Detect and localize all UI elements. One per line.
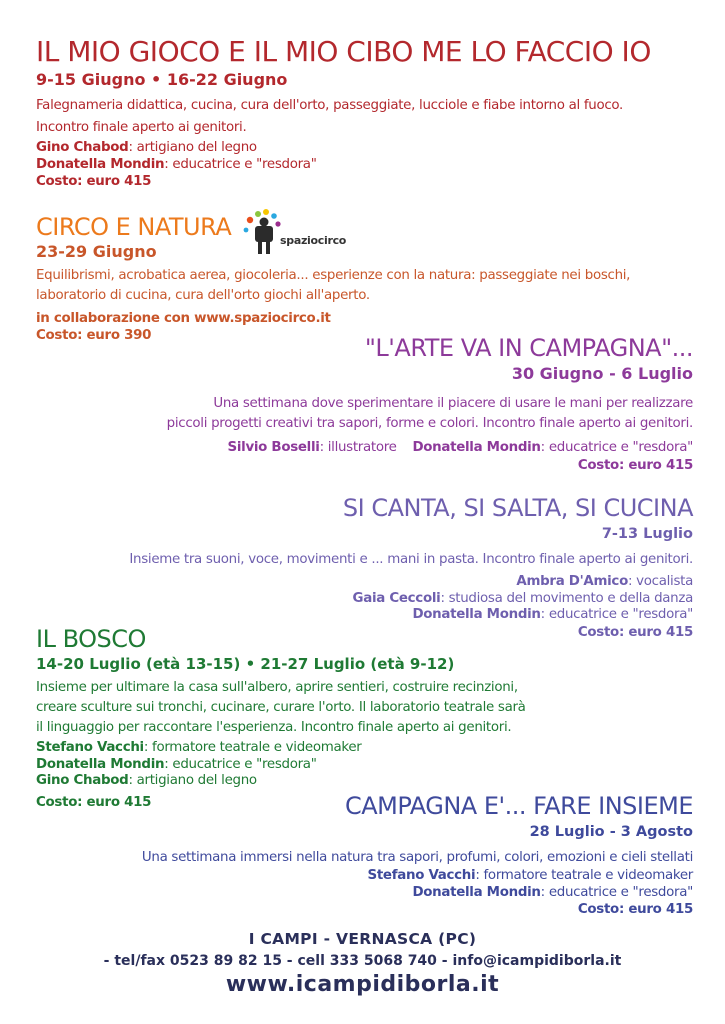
staff-name: Donatella Mondin	[36, 756, 165, 772]
section-description-line: Una settimana dove sperimentare il piacere di usare le mani per realizzare	[213, 396, 693, 411]
section-description-line: piccoli progetti creativi tra sapori, forme e colori. Incontro finale aperto ai genitori.	[166, 416, 693, 431]
section-title: IL MIO GIOCO E IL MIO CIBO ME LO FACCIO IO	[36, 35, 651, 68]
staff-role: : studiosa del movimento e della danza	[440, 590, 693, 606]
staff-role: : formatore teatrale e videomaker	[475, 868, 693, 883]
section-circo-natura	[36, 212, 630, 344]
staff-role: : illustratore	[319, 440, 397, 455]
staff-line	[129, 607, 693, 624]
staff-line	[167, 440, 693, 457]
staff-name: Gino Chabod	[36, 773, 129, 788]
logo-text: spaziocirco	[280, 234, 347, 247]
section-dates: 9-15 Giugno • 16-22 Giugno	[36, 70, 288, 89]
staff-name: Silvio Boselli	[227, 440, 320, 455]
section-description-line: il linguaggio per raccontare l'esperienza. Incontro finale aperto ai genitori.	[36, 720, 512, 735]
section-title: "L'ARTE VA IN CAMPAGNA"...	[364, 334, 693, 362]
staff-line	[36, 757, 526, 774]
staff-role: : formatore teatrale e videomaker	[143, 740, 362, 755]
staff-name: Stefano Vacchi	[367, 868, 476, 883]
section-description-line: laboratorio di cucina, cura dell'orto giochi all'aperto.	[36, 288, 370, 303]
spaziocirco-logo	[236, 208, 347, 258]
section-cost: Costo: euro 415	[577, 902, 693, 917]
staff-line	[36, 157, 651, 174]
section-cost: Costo: euro 415	[577, 624, 693, 640]
section-collaboration: in collaborazione con www.spaziocirco.it	[36, 311, 331, 326]
section-description-line: Una settimana immersi nella natura tra sapori, profumi, colori, emozioni e cieli stellati	[141, 850, 693, 865]
footer	[0, 928, 725, 998]
section-mio-gioco	[36, 34, 651, 190]
staff-name: Donatella Mondin	[412, 884, 541, 900]
section-dates: 23-29 Giugno	[36, 242, 157, 261]
staff-line	[142, 885, 693, 902]
section-campagna-insieme	[142, 790, 693, 918]
section-si-canta	[129, 492, 693, 641]
section-description-line: Equilibrismi, acrobatica aerea, giocoleria... esperienze con la natura: passeggiate nei boschi,	[36, 268, 631, 283]
section-description-line: Insieme per ultimare la casa sull'albero, aprire sentieri, costruire recinzioni,	[36, 680, 518, 695]
staff-name: Gaia Ceccoli	[352, 590, 441, 606]
section-dates: 14-20 Luglio (età 13-15) • 21-27 Luglio (età 9-12)	[36, 655, 455, 673]
section-title: CIRCO E NATURA	[36, 213, 232, 241]
section-description-line: Insieme tra suoni, voce, movimenti e ... mani in pasta. Incontro finale aperto ai genitori.	[129, 552, 693, 567]
juggler-icon	[236, 208, 332, 258]
staff-line	[129, 574, 693, 591]
section-cost: Costo: euro 415	[36, 794, 152, 810]
staff-name: Donatella Mondin	[412, 440, 541, 455]
section-title: SI CANTA, SI SALTA, SI CUCINA	[342, 494, 693, 522]
staff-name: Donatella Mondin	[412, 607, 541, 622]
staff-role: : educatrice e "resdora"	[540, 607, 693, 622]
staff-line	[36, 140, 651, 157]
section-description-line: Incontro finale aperto ai genitori.	[36, 120, 247, 135]
staff-role: : educatrice e "resdora"	[164, 756, 317, 772]
staff-role: : artigiano del legno	[128, 773, 257, 788]
staff-line	[129, 591, 693, 608]
footer-location: I CAMPI - VERNASCA (PC)	[248, 930, 477, 948]
section-il-bosco	[36, 624, 526, 811]
staff-name: Gino Chabod	[36, 140, 129, 155]
staff-role: : educatrice e "resdora"	[164, 156, 317, 172]
staff-role: : artigiano del legno	[128, 140, 257, 155]
section-dates: 7-13 Luglio	[601, 526, 693, 542]
staff-name: Donatella Mondin	[36, 156, 165, 172]
staff-line	[36, 773, 526, 790]
section-title: IL BOSCO	[36, 625, 146, 653]
staff-role: : educatrice e "resdora"	[540, 440, 693, 455]
section-description-line: Falegnameria didattica, cucina, cura dell'orto, passeggiate, lucciole e fiabe intorno al fuoco.	[36, 98, 624, 113]
staff-role: : vocalista	[627, 574, 693, 589]
staff-role: : educatrice e "resdora"	[540, 884, 693, 900]
section-dates: 30 Giugno - 6 Luglio	[511, 364, 693, 383]
footer-website-link[interactable]: www.icampidiborla.it	[225, 972, 500, 997]
footer-contacts: - tel/fax 0523 89 82 15 - cell 333 5068 740 - info@icampidiborla.it	[103, 953, 622, 969]
section-cost: Costo: euro 415	[36, 174, 152, 189]
section-cost: Costo: euro 390	[36, 328, 152, 343]
section-description-line: creare sculture sui tronchi, cucinare, curare l'orto. Il laboratorio teatrale sarà	[36, 700, 526, 715]
staff-name: Stefano Vacchi	[36, 740, 144, 755]
section-title: CAMPAGNA E'... FARE INSIEME	[344, 792, 693, 820]
staff-line	[142, 868, 693, 885]
section-cost: Costo: euro 415	[577, 457, 693, 473]
section-dates: 28 Luglio - 3 Agosto	[529, 824, 693, 840]
staff-line	[36, 740, 526, 757]
section-arte-campagna	[167, 332, 693, 474]
staff-name: Ambra D'Amico	[516, 574, 628, 589]
